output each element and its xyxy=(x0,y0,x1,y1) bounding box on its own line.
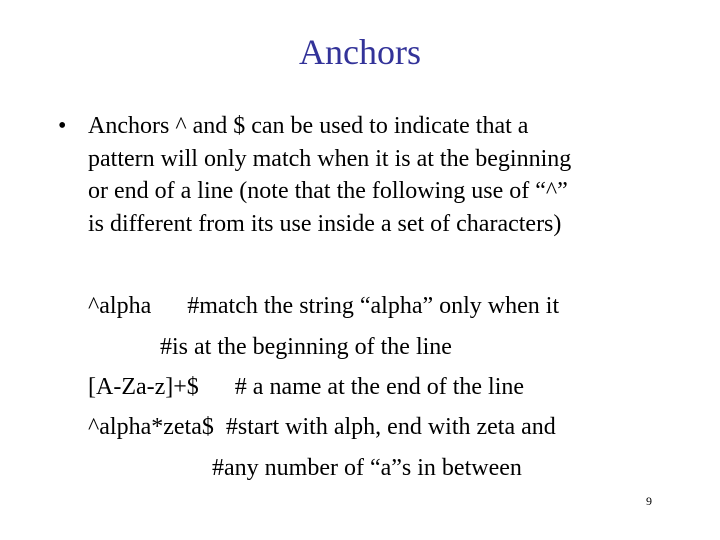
example-line-name: [A-Za-z]+$ # a name at the end of the line xyxy=(88,374,525,400)
example-line-alpha: ^alpha #match the string “alpha” only when it xyxy=(88,293,560,319)
bullet-line: pattern will only match when it is at the beginning xyxy=(88,145,572,172)
bullet-text xyxy=(88,110,688,240)
bullet-line: Anchors ^ and $ can be used to indicate that a xyxy=(88,113,529,139)
example-line-alpha-zeta: ^alpha*zeta$ #start with alph, end with zeta and xyxy=(88,414,556,440)
example-comment-beginning: #is at the beginning of the line xyxy=(160,334,452,360)
slide-title: Anchors xyxy=(299,32,421,72)
example-comment-between: #any number of “a”s in between xyxy=(212,455,522,481)
bullet-marker: • xyxy=(58,113,67,139)
bullet-line: is different from its use inside a set of characters) xyxy=(88,210,562,237)
page-number: 9 xyxy=(646,494,652,508)
bullet-line: or end of a line (note that the following use of “^” xyxy=(88,178,568,204)
